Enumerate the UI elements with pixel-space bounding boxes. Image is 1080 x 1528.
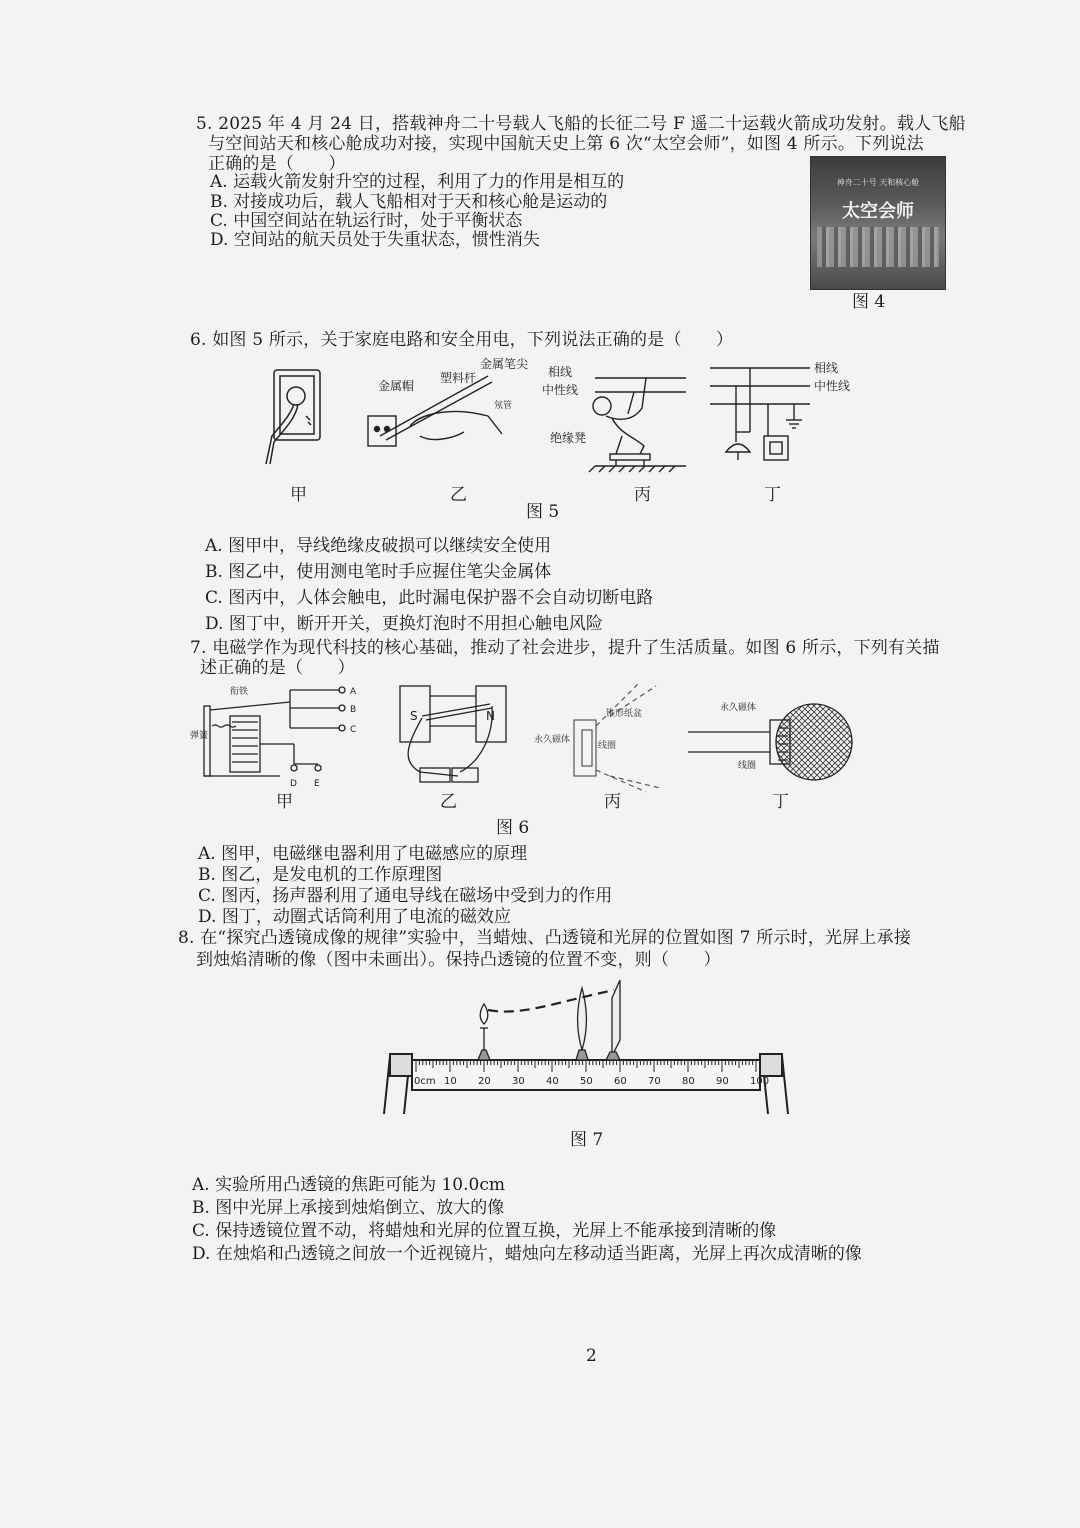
figure-5-diagrams (250, 356, 890, 476)
figure-7-optical-bench (380, 980, 792, 1120)
q6-option-b: B. 图乙中，使用测电笔时手应握住笔尖金属体 (205, 562, 552, 582)
relay-label-spring: 弹簧 (190, 731, 209, 741)
speaker-label-cone: 锥形纸盆 (606, 709, 643, 719)
ruler-label: 100 (750, 1076, 770, 1087)
ruler-label: 90 (716, 1076, 729, 1087)
q8-option-b: B. 图中光屏上承接到烛焰倒立、放大的像 (192, 1198, 505, 1218)
q6-stem: 6. 如图 5 所示，关于家庭电路和安全用电，下列说法正确的是（ ） (190, 330, 734, 350)
fig6-sub-bing: 丙 (604, 792, 621, 812)
q7-option-c: C. 图丙，扬声器利用了通电导线在磁场中受到力的作用 (198, 886, 613, 906)
ruler-label: 10 (444, 1076, 457, 1087)
photo-crowd-graphic (817, 227, 939, 267)
ruler-label: 70 (648, 1076, 661, 1087)
speaker-diagram (574, 682, 660, 792)
figure-6-caption: 图 6 (496, 818, 530, 838)
fig6-sub-yi: 乙 (440, 792, 457, 812)
ruler-label: 0cm (414, 1076, 436, 1087)
relay-label-armature: 衔铁 (230, 687, 249, 697)
q7-option-d: D. 图丁，动圈式话筒利用了电流的磁效应 (198, 907, 511, 927)
ruler-label: 40 (546, 1076, 559, 1087)
magnet-label-n: N (486, 709, 495, 723)
q5-stem-line-2: 与空间站天和核心舱成功对接，实现中国航天史上第 6 次“太空会师”，如图 4 所示。下列说法 (208, 134, 924, 154)
socket-diagram (266, 370, 320, 464)
q8-stem-line-2: 到烛焰清晰的像（图中未画出）。保持凸透镜的位置不变，则（ ） (196, 950, 721, 970)
q7-option-b: B. 图乙，是发电机的工作原理图 (198, 865, 443, 885)
lamp-circuit-diagram (710, 368, 810, 460)
q8-option-c: C. 保持透镜位置不动，将蜡烛和光屏的位置互换，光屏上不能承接到清晰的像 (192, 1221, 777, 1241)
relay-terminal-b: B (350, 705, 357, 715)
mic-label-magnet: 永久磁体 (720, 703, 757, 713)
q5-option-c: C. 中国空间站在轨运行时，处于平衡状态 (210, 211, 523, 231)
ruler-label: 50 (580, 1076, 593, 1087)
q8-option-d: D. 在烛焰和凸透镜之间放一个近视镜片，蜡烛向左移动适当距离，光屏上再次成清晰的像 (192, 1244, 862, 1264)
taikong-huishi-photo (810, 156, 946, 290)
person-on-stool-diagram (589, 378, 686, 472)
pen-label-metal-tip: 金属笔尖 (480, 357, 529, 371)
fig5-sub-yi: 乙 (450, 485, 467, 505)
light-screen (606, 980, 620, 1060)
pen-label-plastic: 塑料杆 (440, 371, 477, 385)
q8-option-a: A. 实验所用凸透镜的焦距可能为 10.0cm (192, 1175, 505, 1195)
ruler-label: 20 (478, 1076, 491, 1087)
ruler-label: 80 (682, 1076, 695, 1087)
q5-option-b: B. 对接成功后，载人飞船相对于天和核心舱是运动的 (210, 192, 608, 212)
dashed-ray (488, 990, 614, 1012)
photo-top-text: 神舟二十号 天和核心舱 (836, 178, 920, 187)
microphone-diagram (688, 704, 852, 780)
figure-4-caption: 图 4 (852, 292, 886, 312)
magnet-label-s: S (410, 709, 418, 723)
q7-option-a: A. 图甲，电磁继电器利用了电磁感应的原理 (198, 844, 528, 864)
ding-label-live: 相线 (814, 361, 839, 375)
relay-terminal-e: E (314, 779, 320, 789)
ruler-label: 30 (512, 1076, 525, 1087)
mic-label-coil: 线圈 (738, 761, 757, 771)
figure-5-caption: 图 5 (526, 502, 560, 522)
relay-terminal-a: A (350, 687, 357, 697)
q7-stem-line-2: 述正确的是（ ） (200, 658, 355, 678)
speaker-label-magnet: 永久磁体 (534, 735, 571, 745)
q5-option-a: A. 运载火箭发射升空的过程，利用了力的作用是相互的 (210, 172, 625, 192)
pen-label-body: 氖管 (494, 401, 513, 411)
magnet-conductor-diagram (400, 686, 506, 782)
figure-6-diagrams (190, 676, 950, 794)
photo-title: 太空会师 (842, 201, 914, 222)
speaker-label-coil: 线圈 (598, 741, 617, 751)
ding-label-neutral: 中性线 (814, 379, 851, 393)
q6-option-a: A. 图甲中，导线绝缘皮破损可以继续安全使用 (205, 536, 552, 556)
q8-stem-line-1: 8. 在“探究凸透镜成像的规律”实验中，当蜡烛、凸透镜和光屏的位置如图 7 所示时，光屏上承接 (178, 928, 912, 948)
q5-stem-line-1: 5. 2025 年 4 月 24 日，搭载神舟二十号载人飞船的长征二号 F 遥二十运载火箭成功发射。载人飞船 (196, 114, 966, 134)
q6-option-d: D. 图丁中，断开开关，更换灯泡时不用担心触电风险 (205, 614, 603, 634)
fig6-sub-ding: 丁 (772, 792, 789, 812)
q5-stem-line-3: 正确的是（ ） (208, 154, 346, 174)
bing-label-insulator: 绝缘凳 (550, 431, 587, 445)
pen-label-metal-cap: 金属帽 (378, 379, 415, 393)
bing-label-neutral: 中性线 (542, 383, 579, 397)
q5-option-d: D. 空间站的航天员处于失重状态，惯性消失 (210, 230, 540, 250)
q6-option-c: C. 图丙中，人体会触电，此时漏电保护器不会自动切断电路 (205, 588, 654, 608)
figure-7-caption: 图 7 (570, 1130, 604, 1150)
relay-terminal-c: C (350, 725, 357, 735)
candle (478, 1004, 490, 1060)
fig5-sub-ding: 丁 (764, 485, 781, 505)
fig5-sub-jia: 甲 (290, 485, 307, 505)
relay-terminal-d: D (290, 779, 297, 789)
ruler-label: 60 (614, 1076, 627, 1087)
page-number: 2 (586, 1346, 597, 1366)
fig6-sub-jia: 甲 (276, 792, 293, 812)
convex-lens (576, 988, 588, 1060)
q7-stem-line-1: 7. 电磁学作为现代科技的核心基础，推动了社会进步，提升了生活质量。如图 6 所示，下列有关描 (190, 638, 940, 658)
bing-label-live: 相线 (548, 365, 573, 379)
fig5-sub-bing: 丙 (634, 485, 651, 505)
relay-diagram (204, 687, 345, 776)
